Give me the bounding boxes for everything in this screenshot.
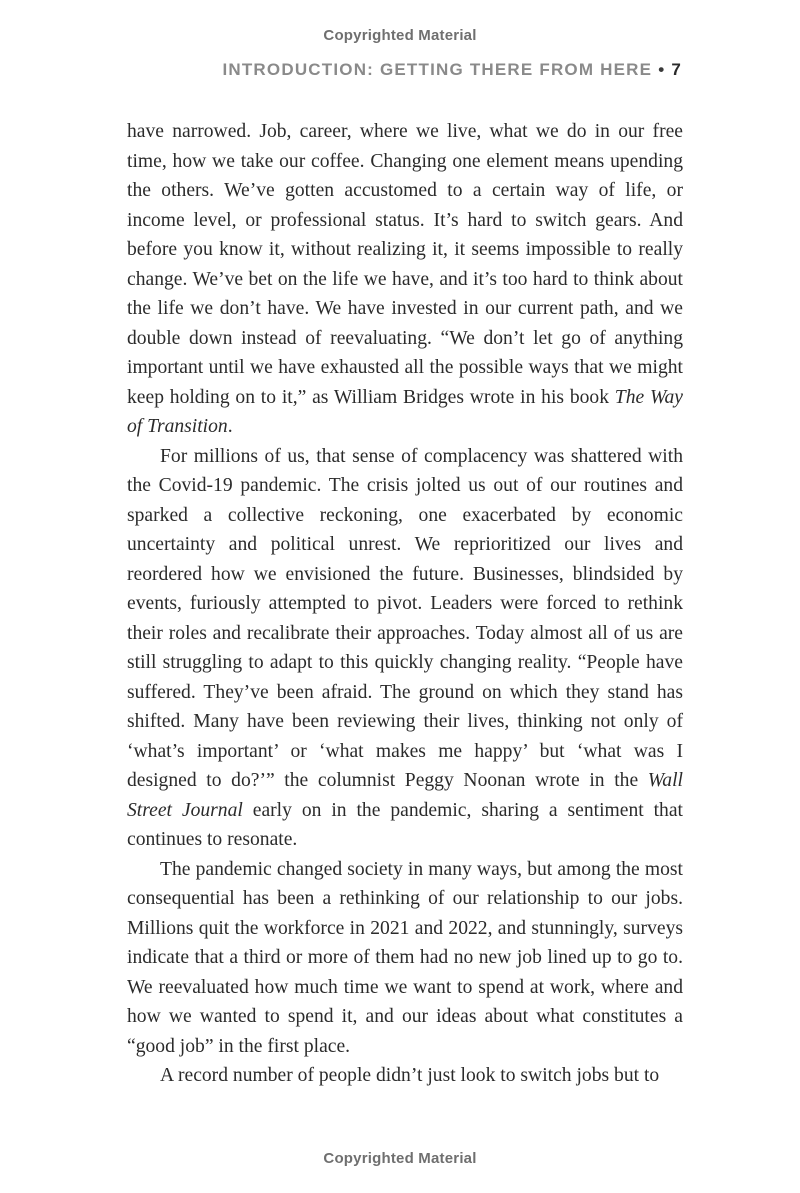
running-head [222, 60, 682, 80]
paragraph-3: The pandemic changed society in many ways, but among the most consequential has been a rethinking of our relationship to our jobs. Millions quit the workforce in 2021 and 2022, and stunningly, surveys indicate that a third or more of them had no new job lined up to go to. We reevaluated how much time we want to spend at work, where and how we wanted to spend it, and our ideas about what constitutes a “good job” in the first place. [127, 858, 683, 1057]
paragraph-2: For millions of us, that sense of complacency was shattered with the Covid-19 pandemic. The crisis jolted us out of our routines and sparked a collective reckoning, one exacerbated by economic uncertainty and political unrest. We reprioritized our lives and reordered how we envisioned the future. Businesses, blindsided by events, furiously attempted to pivot. Leaders were forced to rethink their roles and recalibrate their approaches. Today almost all of us are still struggling to adapt to this quickly changing reality. “People have suffered. They’ve been afraid. The ground on which they stand has shifted. Many have been reviewing their lives, thinking not only of ‘what’s important’ or ‘what makes me happy’ but ‘what was I designed to do?’” the columnist Peggy Noonan wrote in the Wall Street Journal early on in the pandemic, sharing a sentiment that continues to resonate. [127, 445, 683, 850]
chapter-title: INTRODUCTION: GETTING THERE FROM HERE [222, 60, 653, 79]
book-title: The Way of Transition [127, 386, 683, 437]
copyright-watermark-top: Copyrighted Material [323, 27, 477, 44]
paragraph-1: have narrowed. Job, career, where we live, what we do in our free time, how we take our coffee. Changing one element means upending the others. We’ve gotten accustomed to a certain way of life, or income level, or professional status. It’s hard to switch gears. And before you know it, without realizing it, it seems impossible to really change. We’ve bet on the life we have, and it’s too hard to think about the life we don’t have. We have invested in our current path, and we double down instead of reevaluating. “We don’t let go of anything important until we have exhausted all the possible ways that we might keep holding on to it,” as William Bridges wrote in his book The Way of Transition. [127, 121, 683, 437]
publication-title: Wall Street Journal [127, 770, 683, 821]
copyright-watermark-bottom: Copyrighted Material [323, 1150, 477, 1167]
page-number: 7 [671, 60, 682, 79]
paragraph-4: A record number of people didn’t just look to switch jobs but to [160, 1065, 660, 1086]
body-text [127, 117, 683, 1091]
running-head-separator: • [658, 60, 666, 79]
